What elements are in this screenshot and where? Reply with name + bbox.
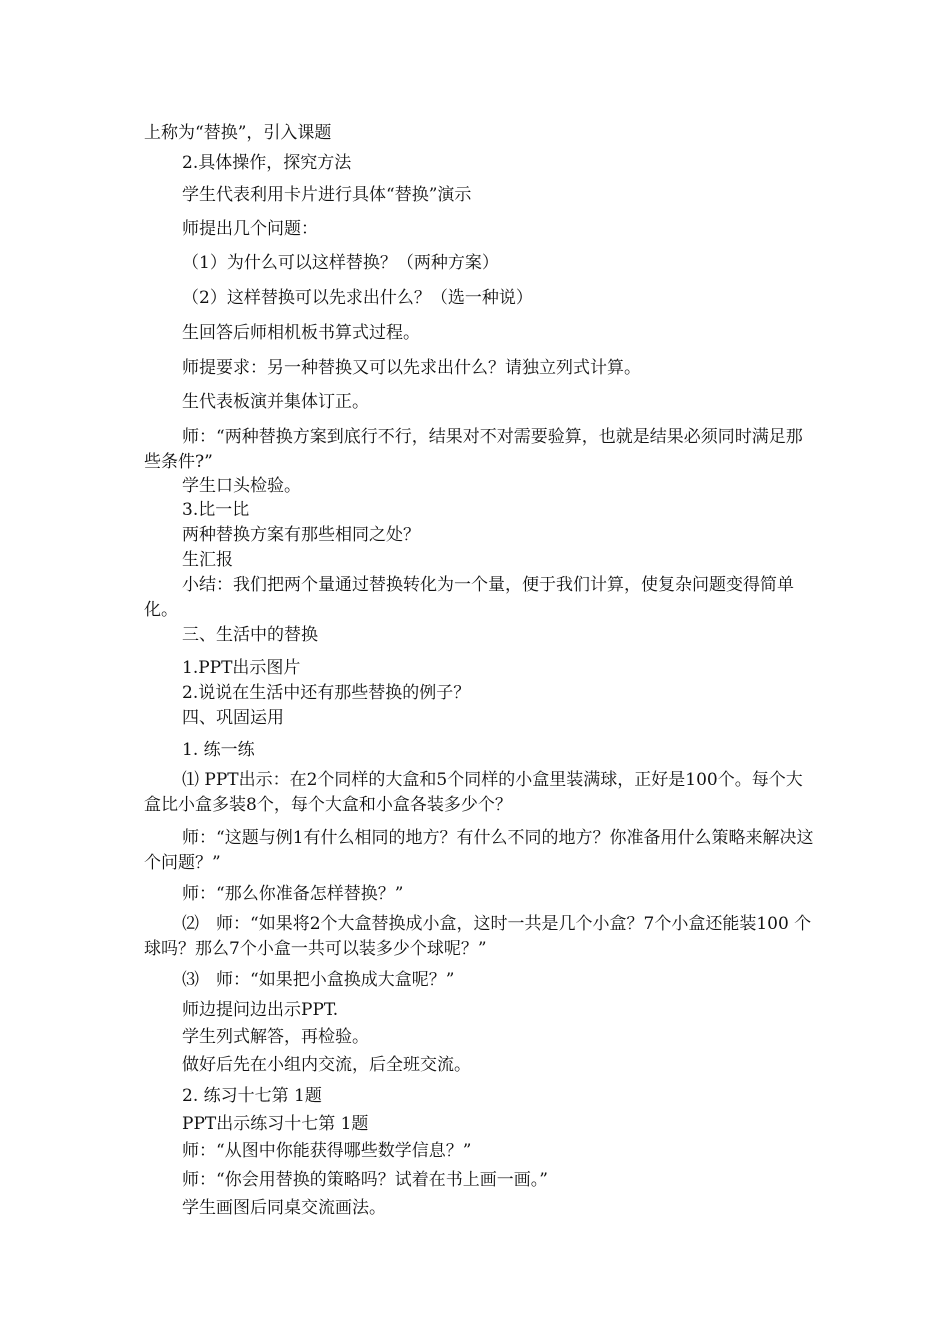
summary-text: 小结：我们把两个量通过替换转化为一个量，便于我们计算，使复杂问题变得简单化。 (144, 575, 794, 620)
paragraph-0: 上称为“替换”，引入课题 (144, 123, 332, 143)
paragraph-26: 学生列式解答，再检验。 (182, 1027, 369, 1047)
paragraph-10: 学生口头检验。 (182, 476, 301, 496)
section-heading-four: 四、巩固运用 (182, 708, 284, 728)
paragraph-13: 生汇报 (182, 550, 233, 570)
paragraph-25: 师边提问边出示PPT. (182, 1000, 339, 1020)
exercise-3-paragraph: ⑶ 师：“如果把小盒换成大盒呢？” (182, 970, 455, 990)
section-heading-3: 3.比一比 (182, 500, 250, 520)
paragraph-3: 师提出几个问题： (182, 219, 318, 239)
paragraph-6: 生回答后师相机板书算式过程。 (182, 323, 420, 343)
paragraph-2: 学生代表利用卡片进行具体“替换”演示 (182, 185, 472, 205)
section-heading-three: 三、生活中的替换 (182, 625, 318, 645)
paragraph-5: （2）这样替换可以先求出什么？（选一种说） (182, 288, 533, 308)
paragraph-12: 两种替换方案有那些相同之处？ (182, 525, 420, 545)
paragraph-22: 师：“那么你准备怎样替换？” (182, 884, 404, 904)
paragraph-8: 生代表板演并集体订正。 (182, 392, 369, 412)
section-heading-2: 2.具体操作，探究方法 (182, 153, 352, 173)
paragraph-4: （1）为什么可以这样替换？（两种方案） (182, 253, 499, 273)
paragraph-19: 1. 练一练 (182, 740, 255, 760)
paragraph-9 (144, 425, 814, 475)
exercise-2-text: ⑵ 师：“如果将2个大盒替换成小盒，这时一共是几个小盒？7个小盒还能装100 个球吗？那么7个小盒一共可以装多少个球呢？” (144, 914, 812, 959)
paragraph-28: 2. 练习十七第 1题 (182, 1086, 322, 1106)
paragraph-9-text: 师：“两种替换方案到底行不行，结果对不对需要验算，也就是结果必须同时满足那些条件?” (144, 427, 803, 472)
paragraph-16: 1.PPT出示图片 (182, 658, 301, 678)
summary-paragraph (144, 573, 814, 623)
paragraph-30: 师：“从图中你能获得哪些数学信息？” (182, 1141, 472, 1161)
paragraph-32: 学生画图后同桌交流画法。 (182, 1198, 386, 1218)
paragraph-31: 师：“你会用替换的策略吗？试着在书上画一画。” (182, 1170, 548, 1190)
paragraph-7: 师提要求：另一种替换又可以先求出什么？请独立列式计算。 (182, 358, 641, 378)
exercise-2-paragraph (144, 912, 814, 962)
paragraph-21-text: 师：“这题与例1有什么相同的地方？有什么不同的地方？你准备用什么策略来解决这个问题？” (144, 828, 814, 873)
exercise-1-paragraph (144, 768, 814, 818)
paragraph-29: PPT出示练习十七第 1题 (182, 1114, 369, 1134)
paragraph-21 (144, 826, 814, 876)
paragraph-27: 做好后先在小组内交流，后全班交流。 (182, 1055, 471, 1075)
paragraph-17: 2.说说在生活中还有那些替换的例子？ (182, 683, 471, 703)
exercise-1-text: ⑴ PPT出示：在2个同样的大盒和5个同样的小盒里装满球，正好是100个。每个大盒比小盒多装8个，每个大盒和小盒各装多少个？ (144, 770, 803, 815)
